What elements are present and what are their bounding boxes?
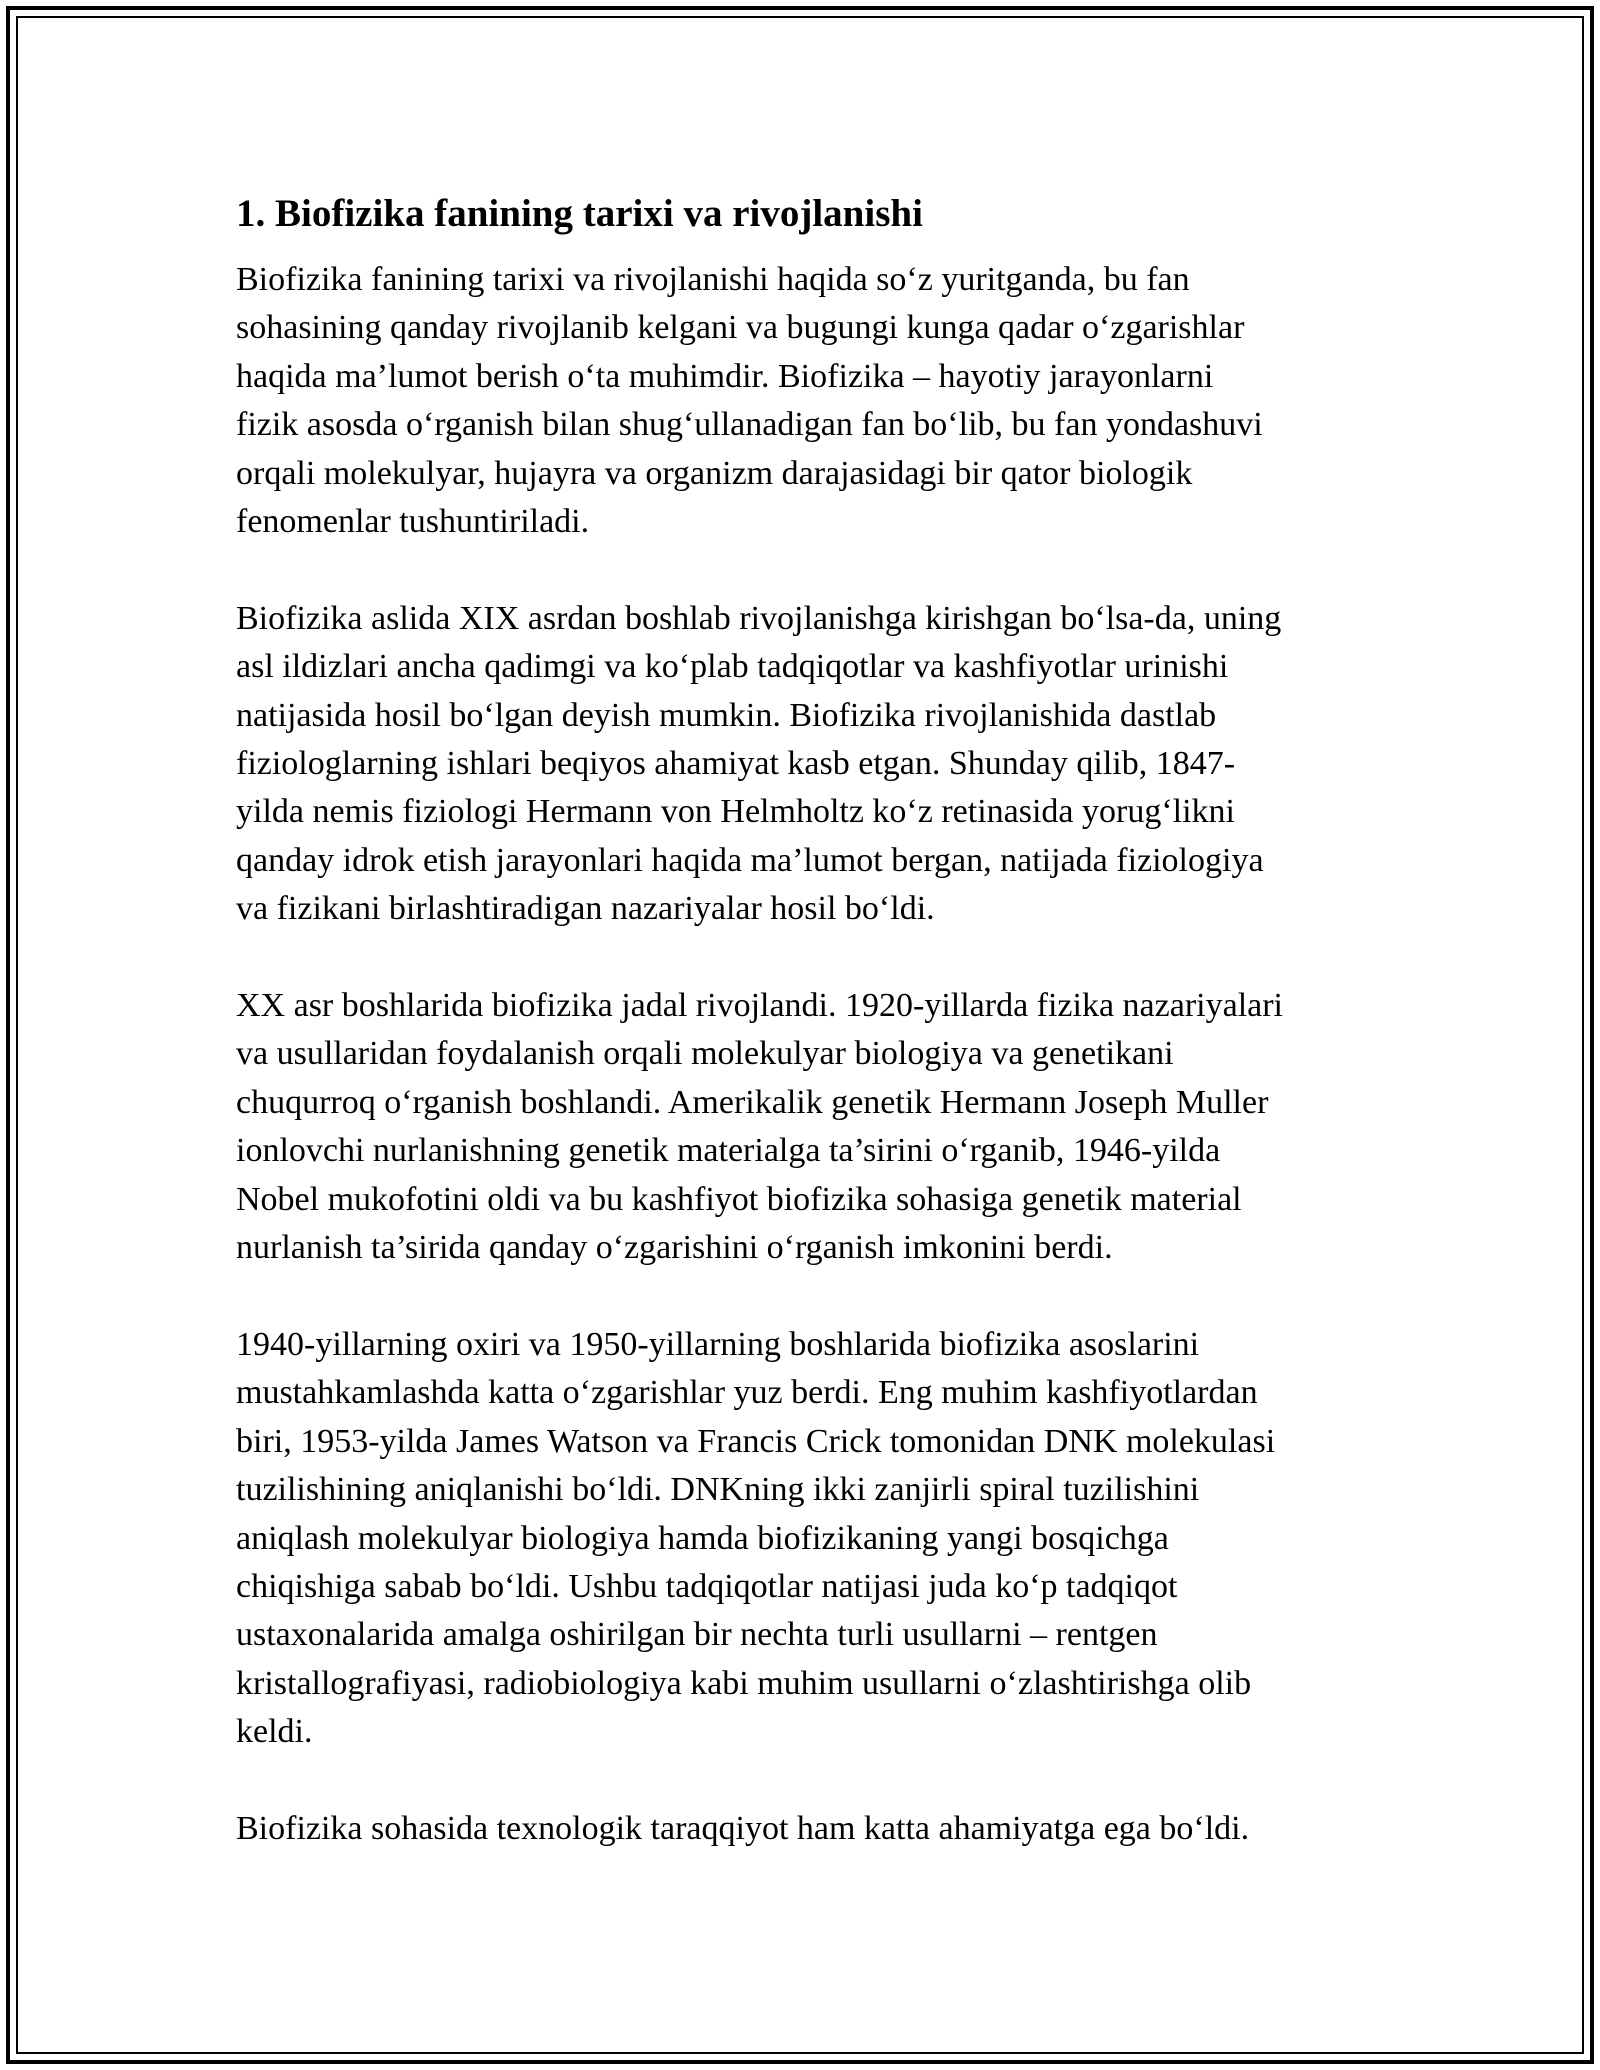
page-title: 1. Biofizika fanining tarixi va rivojlanishi bbox=[236, 192, 923, 235]
paragraph-line: haqida ma’lumot berish o‘ta muhimdir. Biofizika – hayotiy jarayonlarni bbox=[236, 357, 1214, 395]
paragraph-line: mustahkamlashda katta o‘zgarishlar yuz berdi. Eng muhim kashfiyotlardan bbox=[236, 1374, 1258, 1412]
paragraph-2 bbox=[236, 595, 1376, 934]
paragraph-line: XX asr boshlarida biofizika jadal rivojlandi. 1920-yillarda fizika nazariyalari bbox=[236, 987, 1283, 1025]
paragraph-line: sohasining qanday rivojlanib kelgani va bugungi kunga qadar o‘zgarishlar bbox=[236, 309, 1245, 347]
paragraph-line: chiqishiga sabab bo‘ldi. Ushbu tadqiqotlar natijasi juda ko‘p tadqiqot bbox=[236, 1567, 1178, 1605]
paragraph-line: keldi. bbox=[236, 1713, 313, 1751]
document-body bbox=[236, 186, 1376, 1902]
paragraph-5 bbox=[236, 1805, 1376, 1853]
paragraph-line: Biofizika fanining tarixi va rivojlanishi haqida so‘z yuritganda, bu fan bbox=[236, 261, 1190, 298]
paragraph-line: kristallografiyasi, radiobiologiya kabi muhim usullarni o‘zlashtirishga olib bbox=[236, 1664, 1252, 1702]
paragraph-line: 1940-yillarning oxiri va 1950-yillarning boshlarida biofizika asoslarini bbox=[236, 1325, 1200, 1363]
paragraph-line: tuzilishining aniqlanishi bo‘ldi. DNKning ikki zanjirli spiral tuzilishini bbox=[236, 1471, 1200, 1509]
paragraph-4 bbox=[236, 1321, 1376, 1757]
paragraph-line: natijasida hosil bo‘lgan deyish mumkin. Biofizika rivojlanishida dastlab bbox=[236, 696, 1217, 734]
paragraph-line: aniqlash molekulyar biologiya hamda biofizikaning yangi bosqichga bbox=[236, 1519, 1169, 1557]
paragraph-1 bbox=[236, 256, 1376, 546]
paragraph-line: va usullaridan foydalanish orqali molekulyar biologiya va genetikani bbox=[236, 1035, 1174, 1073]
paragraph-3 bbox=[236, 982, 1376, 1272]
paragraph-line: biri, 1953-yilda James Watson va Francis Crick tomonidan DNK molekulasi bbox=[236, 1422, 1276, 1460]
paragraph-line: fiziologlarning ishlari beqiyos ahamiyat kasb etgan. Shunday qilib, 1847- bbox=[236, 745, 1236, 783]
paragraph-line: asl ildizlari ancha qadimgi va ko‘plab tadqiqotlar va kashfiyotlar urinishi bbox=[236, 648, 1229, 686]
paragraph-line: Biofizika sohasida texnologik taraqqiyot ham katta ahamiyatga ega bo‘ldi. bbox=[236, 1809, 1250, 1847]
paragraph-line: chuqurroq o‘rganish boshlandi. Amerikalik genetik Hermann Joseph Muller bbox=[236, 1083, 1269, 1121]
paragraph-line: ustaxonalarida amalga oshirilgan bir nechta turli usullarni – rentgen bbox=[236, 1616, 1158, 1654]
paragraph-line: Nobel mukofotini oldi va bu kashfiyot biofizika sohasiga genetik material bbox=[236, 1180, 1242, 1218]
paragraph-line: Biofizika aslida XIX asrdan boshlab rivojlanishga kirishgan bo‘lsa-da, uning bbox=[236, 599, 1282, 637]
paragraph-line: ionlovchi nurlanishning genetik materialga ta’sirini o‘rganib, 1946-yilda bbox=[236, 1132, 1221, 1170]
paragraph-line: orqali molekulyar, hujayra va organizm darajasidagi bir qator biologik bbox=[236, 454, 1193, 492]
paragraph-line: yilda nemis fiziologi Hermann von Helmholtz ko‘z retinasida yorug‘likni bbox=[236, 793, 1235, 831]
paragraph-line: fenomenlar tushuntiriladi. bbox=[236, 503, 590, 541]
paragraph-line: va fizikani birlashtiradigan nazariyalar hosil bo‘ldi. bbox=[236, 890, 935, 928]
paragraph-line: fizik asosda o‘rganish bilan shug‘ullanadigan fan bo‘lib, bu fan yondashuvi bbox=[236, 406, 1263, 444]
paragraph-line: nurlanish ta’sirida qanday o‘zgarishini o‘rganish imkonini berdi. bbox=[236, 1229, 1113, 1267]
paragraph-line: qanday idrok etish jarayonlari haqida ma’lumot bergan, natijada fiziologiya bbox=[236, 841, 1264, 879]
